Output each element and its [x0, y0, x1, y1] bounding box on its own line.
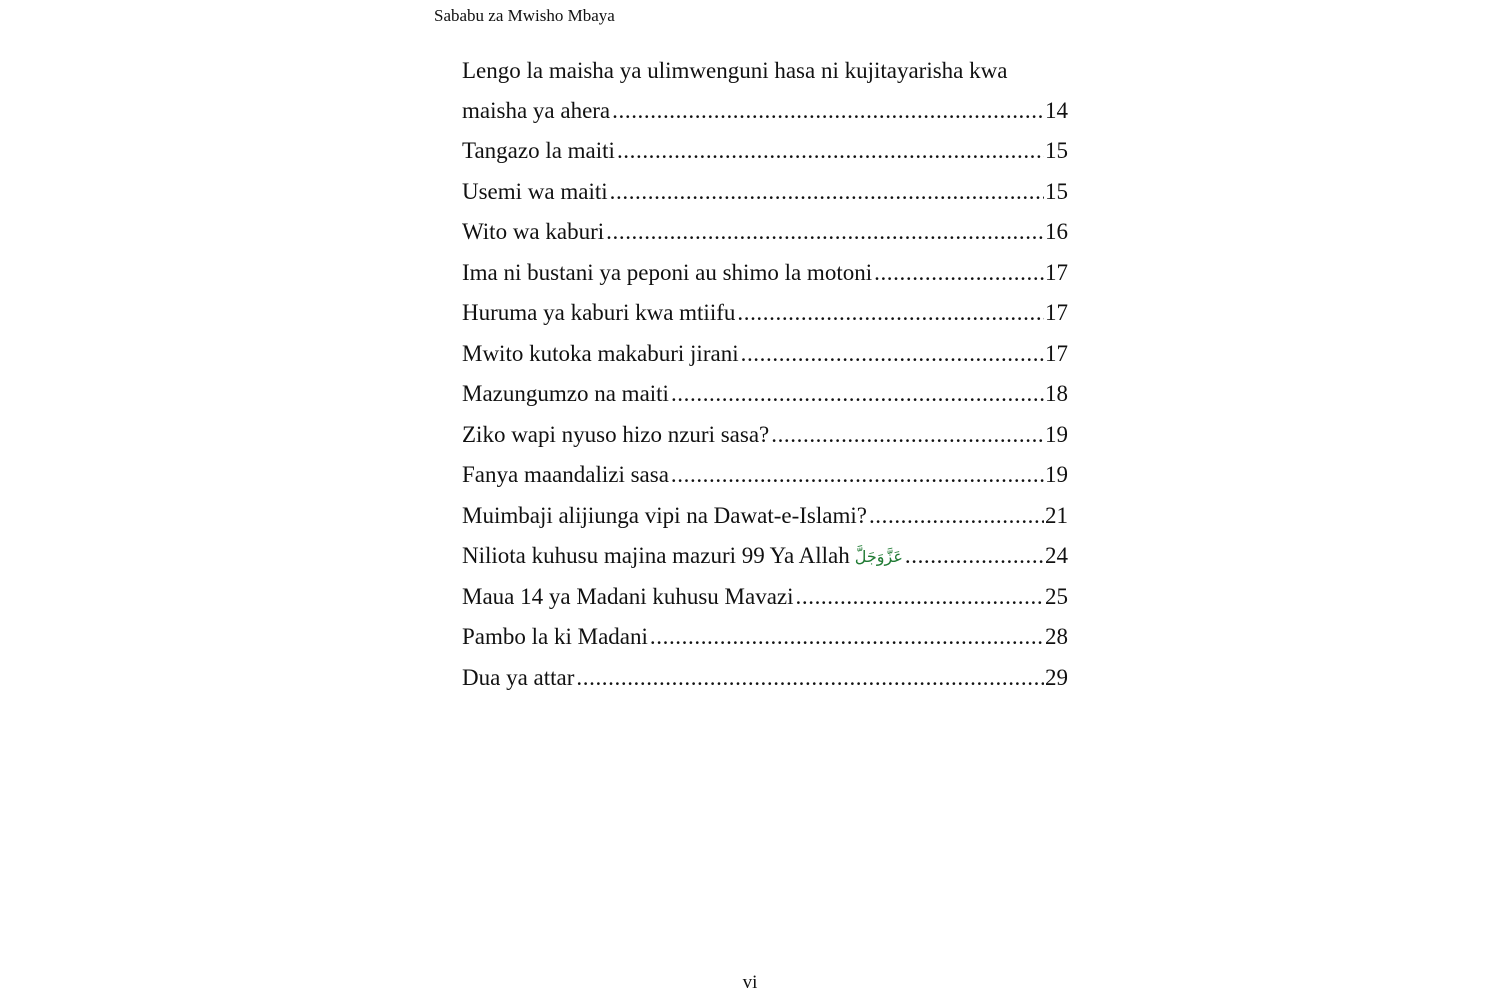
toc-entry-title: Tangazo la maiti [462, 138, 615, 164]
toc-entry-title-line: Lengo la maisha ya ulimwenguni hasa ni kujitayarisha kwa [462, 58, 1008, 84]
toc-entry-title: Pambo la ki Madani [462, 624, 648, 650]
page-number: vi [742, 972, 758, 993]
toc-entry [462, 455, 1068, 496]
toc-entry [462, 131, 1068, 172]
dot-leader [617, 138, 1044, 164]
dot-leader [796, 584, 1044, 610]
toc-entry-title: Ziko wapi nyuso hizo nzuri sasa? [462, 421, 770, 447]
toc-entry-line [462, 91, 1068, 132]
toc-page-number: 16 [1045, 219, 1068, 245]
toc-entry [462, 577, 1068, 618]
dot-leader [869, 503, 1044, 529]
toc-page-number: 18 [1045, 381, 1068, 407]
table-of-contents [462, 52, 1068, 698]
toc-entry-title: Dua ya attar [462, 664, 575, 690]
toc-entry [462, 617, 1068, 658]
toc-entry-title: Ima ni bustani ya peponi au shimo la motoni [462, 259, 873, 285]
toc-entry-title: Fanya maandalizi sasa [462, 462, 669, 488]
toc-entry-title: maisha ya ahera [462, 97, 611, 123]
toc-entry-title: Mwito kutoka makaburi jirani [462, 340, 739, 366]
dot-leader [610, 179, 1044, 205]
toc-page-number: 25 [1045, 583, 1068, 609]
dot-leader [576, 665, 1044, 691]
toc-entry [462, 536, 1068, 577]
toc-entry [462, 334, 1068, 375]
toc-entry-title: Muimbaji alijiunga vipi na Dawat-e-Islami? [462, 502, 867, 528]
arabic-honorific: عَزَّوَجَلَّ [854, 546, 903, 566]
toc-entry-title: Mazungumzo na maiti [462, 381, 669, 407]
toc-page-number: 15 [1045, 178, 1068, 204]
toc-page-number: 14 [1045, 97, 1068, 123]
dot-leader [905, 543, 1044, 569]
toc-page-number: 17 [1045, 300, 1068, 326]
dot-leader [650, 624, 1044, 650]
running-header: Sababu za Mwisho Mbaya [434, 6, 615, 25]
toc-entry [462, 253, 1068, 294]
dot-leader [606, 219, 1044, 245]
toc-entry [462, 374, 1068, 415]
toc-entry [462, 658, 1068, 699]
toc-entry [462, 415, 1068, 456]
toc-entry-title: Niliota kuhusu majina mazuri 99 Ya Allah [462, 543, 850, 569]
toc-entry [462, 293, 1068, 334]
toc-entry [462, 172, 1068, 213]
dot-leader [671, 381, 1044, 407]
toc-page-number: 24 [1045, 543, 1068, 569]
toc-page-number: 17 [1045, 340, 1068, 366]
toc-entry-title: Huruma ya kaburi kwa mtiifu [462, 300, 736, 326]
dot-leader [741, 341, 1044, 367]
toc-page-number: 21 [1045, 502, 1068, 528]
toc-entry [462, 212, 1068, 253]
toc-entry [462, 52, 1068, 131]
toc-page-number: 15 [1045, 138, 1068, 164]
toc-page-number: 29 [1045, 664, 1068, 690]
toc-page-number: 19 [1045, 421, 1068, 447]
toc-entry-title: Wito wa kaburi [462, 219, 605, 245]
dot-leader [671, 462, 1044, 488]
toc-entry [462, 496, 1068, 537]
toc-entry-title: Usemi wa maiti [462, 178, 608, 204]
dot-leader [771, 422, 1044, 448]
toc-page-number: 28 [1045, 624, 1068, 650]
toc-page-number: 19 [1045, 462, 1068, 488]
toc-page-number: 17 [1045, 259, 1068, 285]
dot-leader [874, 260, 1044, 286]
dot-leader [737, 300, 1044, 326]
toc-entry-title: Maua 14 ya Madani kuhusu Mavazi [462, 583, 794, 609]
dot-leader [612, 98, 1044, 124]
